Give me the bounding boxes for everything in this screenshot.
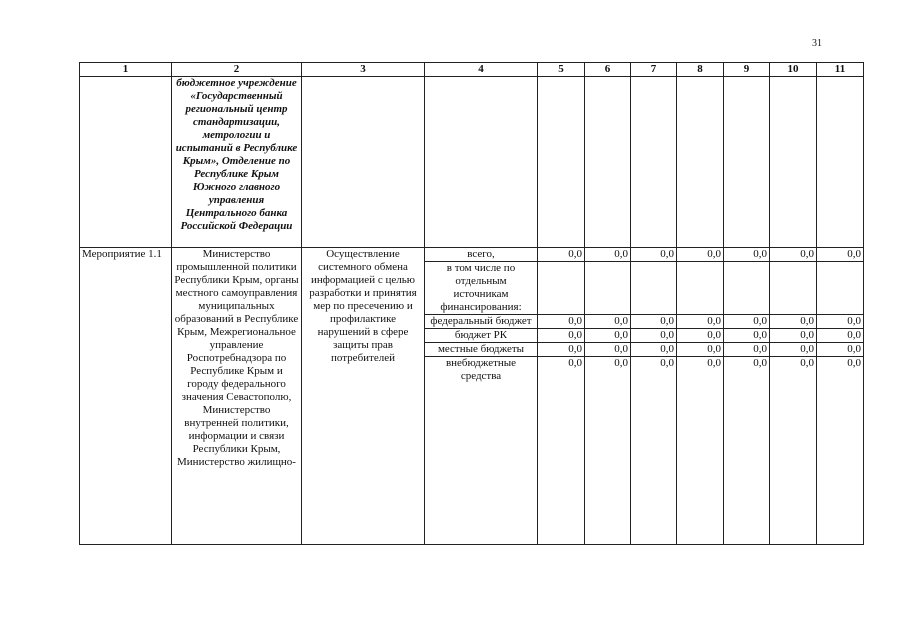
value-cell: 0,0 xyxy=(538,248,585,262)
value-cell: 0,0 xyxy=(724,343,770,357)
source-local: местные бюджеты xyxy=(425,343,538,357)
continued-executor: бюджетное учреждение «Государственный региональный центр стандартизации, метрологии и испытаний в Республике Крым», Отделение по Республике Крым Южного главного управления Центрального банка Российской Федерации xyxy=(172,77,302,248)
header-col-11: 11 xyxy=(817,63,864,77)
value-cell: 0,0 xyxy=(677,329,724,343)
value-cell: 0,0 xyxy=(585,357,631,545)
value-cell: 0,0 xyxy=(817,315,864,329)
value-cell xyxy=(770,262,817,315)
value-cell: 0,0 xyxy=(631,248,677,262)
value-cell: 0,0 xyxy=(724,248,770,262)
value-cell xyxy=(677,262,724,315)
header-col-7: 7 xyxy=(631,63,677,77)
value-cell: 0,0 xyxy=(770,357,817,545)
continued-value-cell xyxy=(538,77,585,248)
header-col-2: 2 xyxy=(172,63,302,77)
source-extrabudget: внебюджетные средства xyxy=(425,357,538,545)
value-cell: 0,0 xyxy=(770,329,817,343)
measure-name: Мероприятие 1.1 xyxy=(80,248,172,545)
value-cell xyxy=(585,262,631,315)
continued-measure-cell xyxy=(80,77,172,248)
value-cell: 0,0 xyxy=(585,315,631,329)
value-cell: 0,0 xyxy=(585,343,631,357)
header-col-10: 10 xyxy=(770,63,817,77)
value-cell: 0,0 xyxy=(724,315,770,329)
value-cell: 0,0 xyxy=(677,343,724,357)
header-col-4: 4 xyxy=(425,63,538,77)
continued-value-cell xyxy=(631,77,677,248)
value-cell: 0,0 xyxy=(631,357,677,545)
measure-executor: Министерство промышленной политики Республики Крым, органы местного самоуправления муниципальных образований в Республике Крым, Межрегиональное управление Роспотребнадзора по Республике Крым и городу федерального значения Севастополю, Министерство внутренней политики, информации и связи Республики Крым, Министерство жилищно- xyxy=(172,248,302,545)
continued-source-cell xyxy=(425,77,538,248)
value-cell xyxy=(631,262,677,315)
funding-table xyxy=(79,62,864,545)
value-cell xyxy=(817,262,864,315)
header-row xyxy=(80,63,864,77)
page-number: 31 xyxy=(812,38,822,49)
header-col-1: 1 xyxy=(80,63,172,77)
continued-value-cell xyxy=(585,77,631,248)
value-cell: 0,0 xyxy=(724,329,770,343)
value-cell: 0,0 xyxy=(538,343,585,357)
value-cell: 0,0 xyxy=(817,248,864,262)
value-cell: 0,0 xyxy=(770,315,817,329)
source-federal: федеральный бюджет xyxy=(425,315,538,329)
header-col-3: 3 xyxy=(302,63,425,77)
value-cell: 0,0 xyxy=(585,329,631,343)
value-cell: 0,0 xyxy=(817,343,864,357)
header-col-6: 6 xyxy=(585,63,631,77)
continued-value-cell xyxy=(817,77,864,248)
source-total: всего, xyxy=(425,248,538,262)
continued-value-cell xyxy=(677,77,724,248)
value-cell: 0,0 xyxy=(631,315,677,329)
value-cell: 0,0 xyxy=(677,357,724,545)
value-cell: 0,0 xyxy=(677,248,724,262)
continued-value-cell xyxy=(724,77,770,248)
continued-row xyxy=(80,77,864,248)
header-col-8: 8 xyxy=(677,63,724,77)
measure-description: Осуществление системного обмена информацией с целью разработки и принятия мер по пресечению и профилактике нарушений в сфере защиты прав потребителей xyxy=(302,248,425,545)
value-cell: 0,0 xyxy=(770,343,817,357)
value-cell: 0,0 xyxy=(724,357,770,545)
header-col-5: 5 xyxy=(538,63,585,77)
continued-description-cell xyxy=(302,77,425,248)
source-breakdown: в том числе по отдельным источникам финансирования: xyxy=(425,262,538,315)
value-cell: 0,0 xyxy=(770,248,817,262)
value-cell: 0,0 xyxy=(677,315,724,329)
value-cell: 0,0 xyxy=(538,357,585,545)
value-cell: 0,0 xyxy=(817,357,864,545)
value-cell: 0,0 xyxy=(817,329,864,343)
value-cell xyxy=(538,262,585,315)
value-cell: 0,0 xyxy=(631,329,677,343)
source-regional: бюджет РК xyxy=(425,329,538,343)
value-cell xyxy=(724,262,770,315)
measure-row-total xyxy=(80,248,864,262)
continued-value-cell xyxy=(770,77,817,248)
value-cell: 0,0 xyxy=(585,248,631,262)
value-cell: 0,0 xyxy=(538,329,585,343)
header-col-9: 9 xyxy=(724,63,770,77)
value-cell: 0,0 xyxy=(631,343,677,357)
value-cell: 0,0 xyxy=(538,315,585,329)
